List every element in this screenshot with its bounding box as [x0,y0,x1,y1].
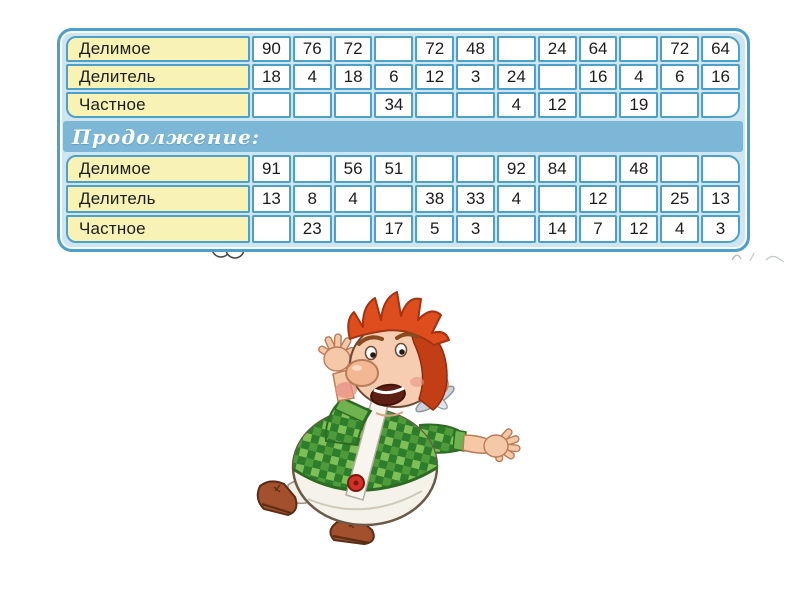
table-cell: 38 [415,185,454,213]
table-cell: 4 [497,185,536,213]
table-cell: 19 [619,92,658,118]
table-cell: 56 [334,155,373,183]
table-cell [334,92,373,118]
table-cell: 72 [415,36,454,62]
table-cell [497,36,536,62]
table-cell: 16 [579,64,618,90]
continuation-label: Продолжение: [72,124,261,149]
table-cell: 84 [538,155,577,183]
table-cell [701,155,740,183]
table-cell: 24 [538,36,577,62]
table-cell: 72 [660,36,699,62]
table-cell: 64 [701,36,740,62]
table-cell: 4 [619,64,658,90]
table-row [66,92,740,118]
table-cell [619,36,658,62]
table-cell: 24 [497,64,536,90]
table-cell: 5 [415,215,454,243]
continuation-band [63,121,743,152]
table-cell: 12 [415,64,454,90]
table-cell: 48 [619,155,658,183]
table-cell: 7 [579,215,618,243]
table-cell [619,185,658,213]
table-row [66,215,740,243]
table-cell [456,155,495,183]
table-cell: 64 [579,36,618,62]
table-cell [579,155,618,183]
table-cell: 12 [579,185,618,213]
row-label: Делитель [66,185,250,213]
table-cell: 3 [701,215,740,243]
row-label: Частное [66,215,250,243]
table-cell: 51 [374,155,413,183]
division-table-panel [57,28,750,252]
table-cell [374,185,413,213]
table-row [66,64,740,90]
division-table-2 [66,155,740,243]
table-cell: 12 [538,92,577,118]
row-label: Делимое [66,36,250,62]
table-cell: 4 [497,92,536,118]
row-label: Делитель [66,64,250,90]
table-cell: 91 [252,155,291,183]
table-cell: 4 [660,215,699,243]
table-cell [579,92,618,118]
table-cell [334,215,373,243]
table-cell: 6 [660,64,699,90]
table-cell [538,64,577,90]
table-cell [293,155,332,183]
table-cell [701,92,740,118]
table-cell: 3 [456,64,495,90]
table-cell [293,92,332,118]
table-cell: 3 [456,215,495,243]
table-row [66,36,740,62]
karlsson-character-illustration [250,287,522,545]
table-cell: 34 [374,92,413,118]
table-cell: 4 [293,64,332,90]
table-cell [415,155,454,183]
table-cell [497,215,536,243]
table-cell: 12 [619,215,658,243]
table-cell: 23 [293,215,332,243]
table-cell [252,92,291,118]
table-row [66,155,740,183]
table-cell [538,185,577,213]
row-label: Делимое [66,155,250,183]
table-cell: 48 [456,36,495,62]
table-cell: 13 [252,185,291,213]
table-cell: 92 [497,155,536,183]
table-cell [660,155,699,183]
table-cell: 76 [293,36,332,62]
table-cell [660,92,699,118]
table-cell: 14 [538,215,577,243]
row-label: Частное [66,92,250,118]
table-cell [374,36,413,62]
table-cell [456,92,495,118]
table-cell: 25 [660,185,699,213]
division-table-1 [66,36,740,118]
table-cell: 8 [293,185,332,213]
table-cell: 18 [252,64,291,90]
table-cell: 72 [334,36,373,62]
table-cell [415,92,454,118]
table-cell: 17 [374,215,413,243]
table-cell: 33 [456,185,495,213]
table-cell: 18 [334,64,373,90]
table-cell: 13 [701,185,740,213]
table-row [66,185,740,213]
table-cell: 90 [252,36,291,62]
table-cell [252,215,291,243]
table-cell: 6 [374,64,413,90]
table-cell: 4 [334,185,373,213]
table-cell: 16 [701,64,740,90]
